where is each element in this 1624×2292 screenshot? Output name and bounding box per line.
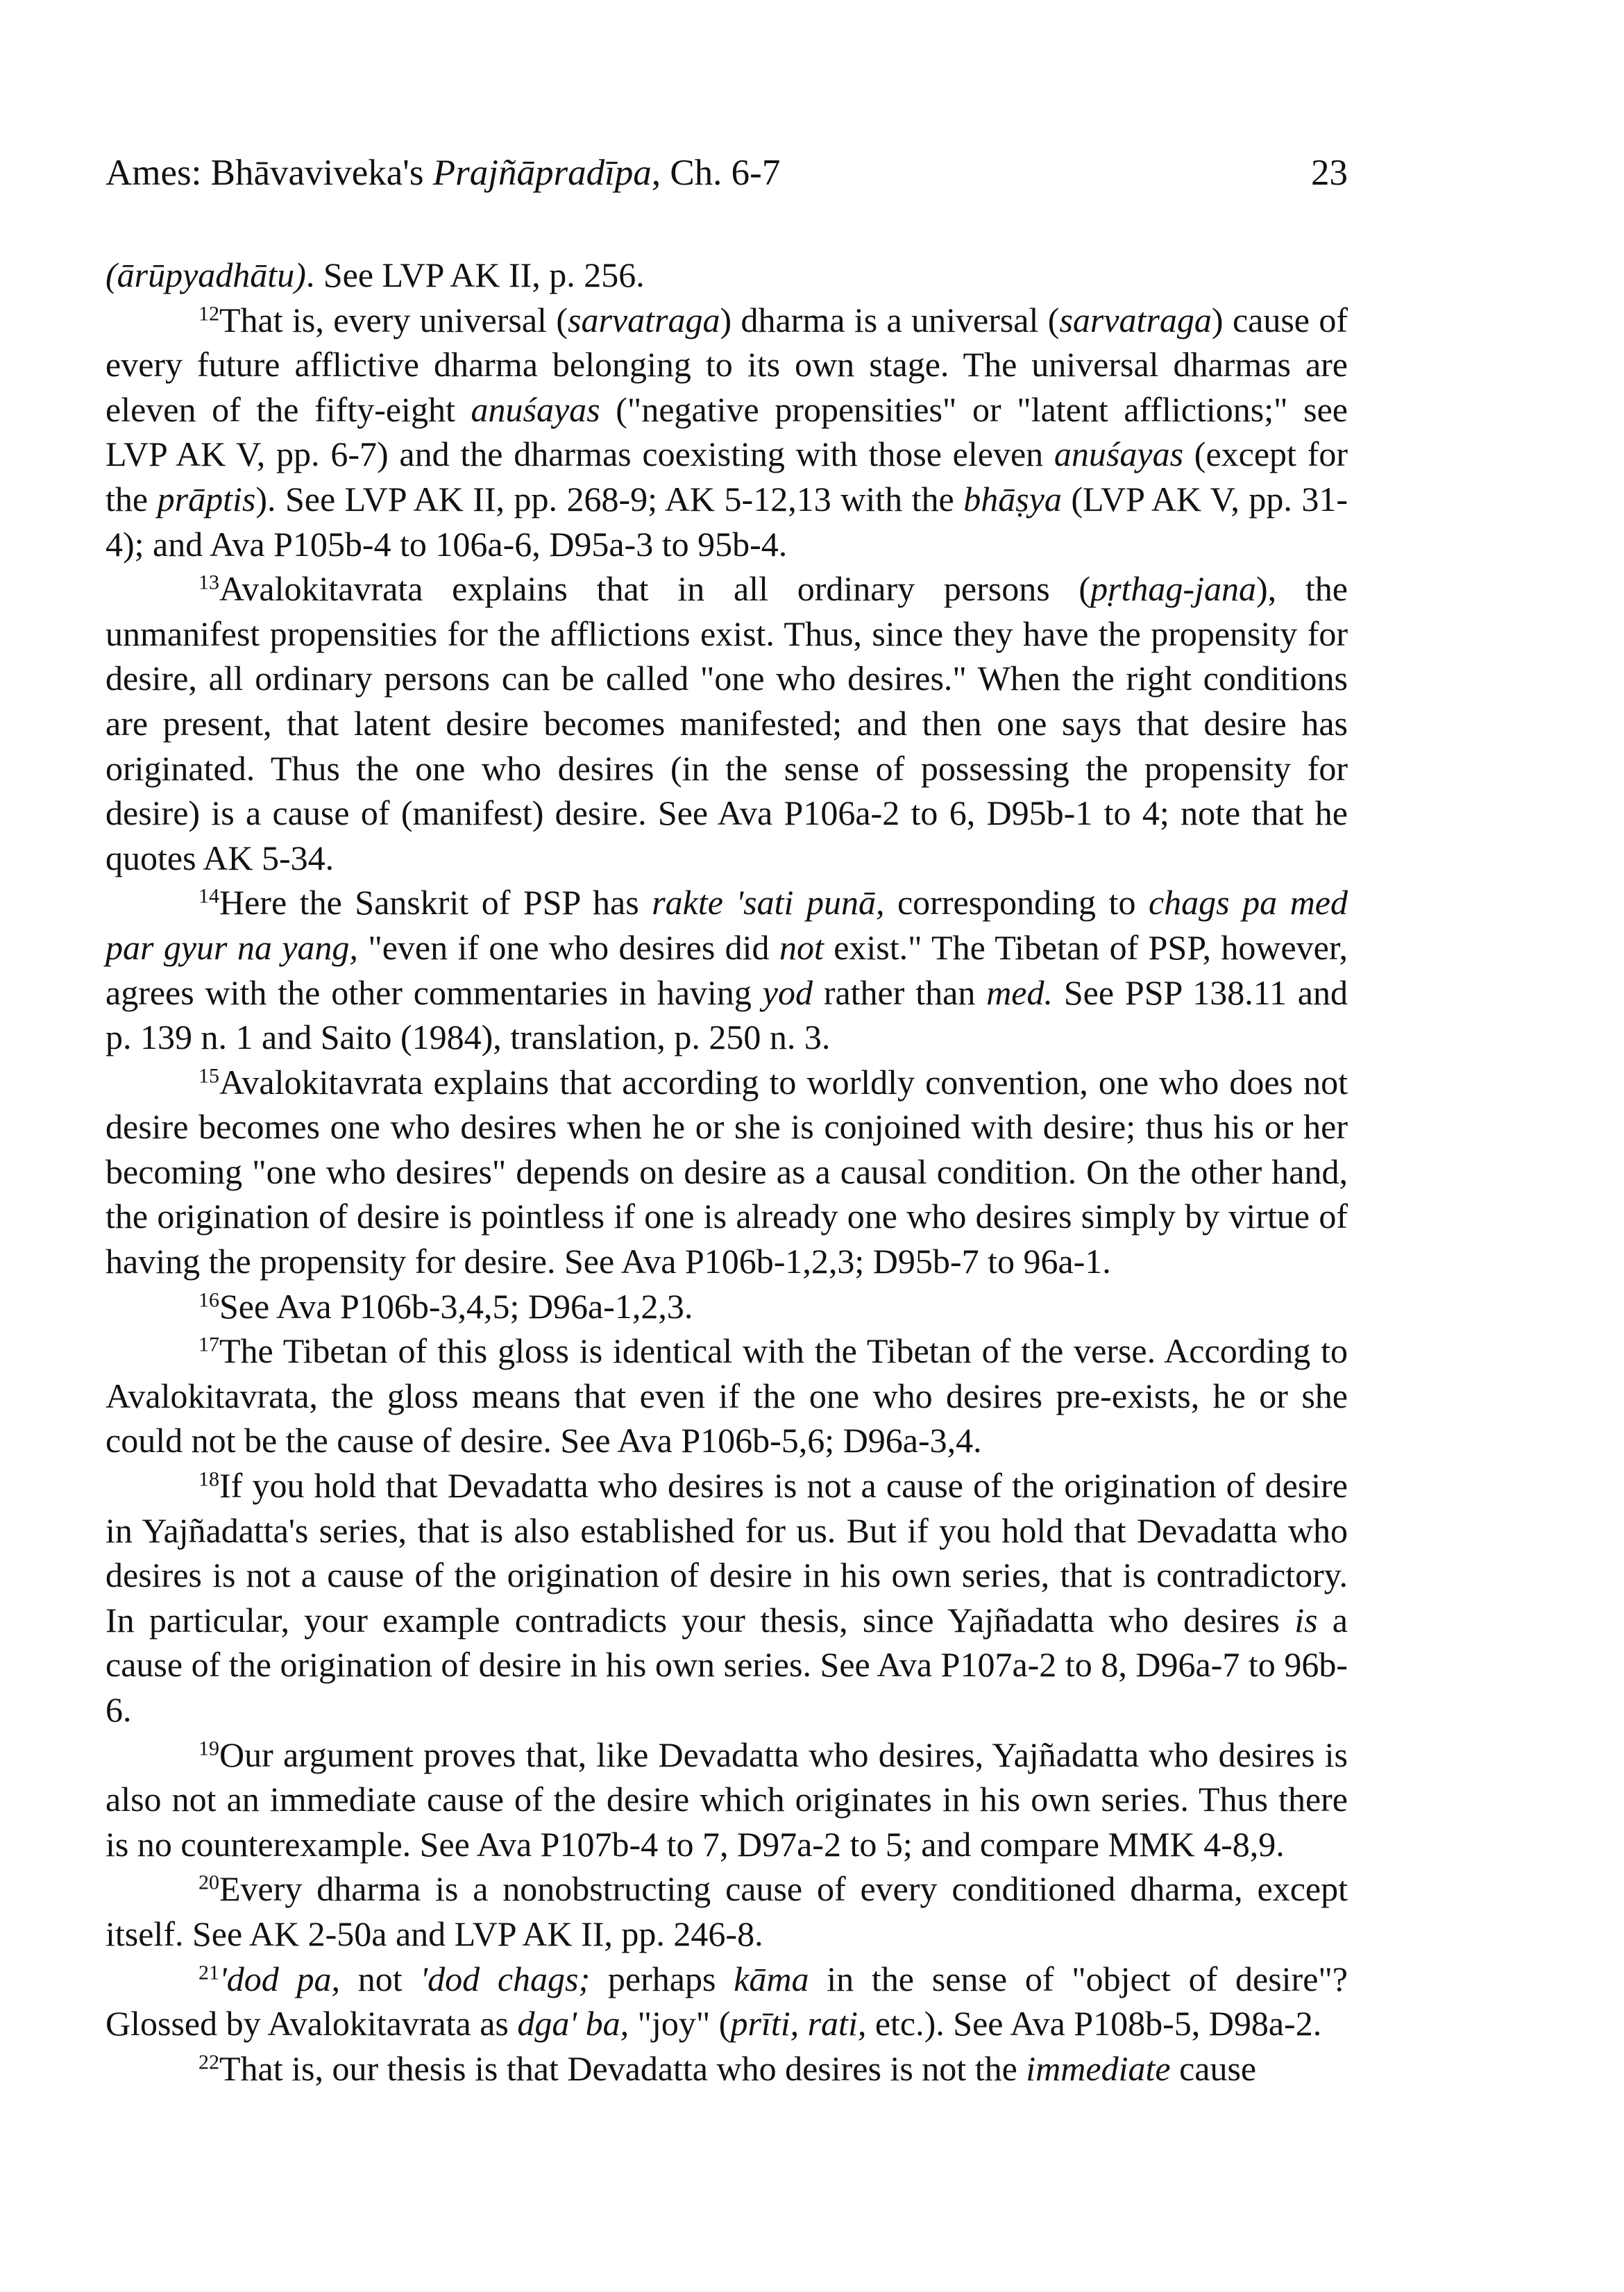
note-text: not [339,1959,421,1998]
footnote-continuation [105,253,1348,298]
running-head [105,149,1348,197]
footnote-number: 20 [198,1871,219,1894]
italic-term: prāptis [157,479,256,519]
italic-term: 'dod chags; [420,1959,591,1998]
italic-term: not [779,927,824,967]
footnote-number: 18 [198,1467,219,1491]
footnote-20 [105,1867,1348,1956]
italic-term: anuśayas [1054,435,1184,474]
note-text: ("negative propensities" or "latent afflictions;" see LVP AK V, pp. 6-7) and the dharmas coexisting with those eleven [105,389,1348,474]
note-text: (except for the [105,435,1348,519]
footnote-18 [105,1463,1348,1733]
footnote-22 [105,2046,1348,2091]
note-text: (LVP AK V, pp. 31-4); and Ava P105b-4 to 106a-6, D95a-3 to 95b-4. [105,479,1348,564]
footnote-number: 21 [198,1961,219,1985]
italic-term: bhāṣya [963,479,1062,519]
footnote-number: 15 [198,1064,219,1088]
note-text: Avalokitavrata explains that according to worldly convention, one who does not desire becomes one who desires when he or she is conjoined with desire; thus his or her becoming "one who desires" depends on desire as a causal condition. On the other hand, the origination of desire is pointless if one is already one who desires simply by virtue of having the propensity for desire. See Ava P106b-1,2,3; D95b-7 to 96a-1. [105,1062,1348,1281]
note-text: See Ava P106b-3,4,5; D96a-1,2,3. [219,1286,693,1326]
note-text: Our argument proves that, like Devadatta who desires, Yajñadatta who desires is also not an immediate cause of the desire which originates in his own series. Thus there is no counterexample. See Ava P107b-4 to 7, D97a-2 to 5; and compare MMK 4-8,9. [105,1735,1348,1864]
note-text: See PSP 138.11 and p. 139 n. 1 and Saito (1984), translation, p. 250 n. 3. [105,972,1348,1057]
italic-term: 'dod pa, [219,1959,340,1998]
note-text: Avalokitavrata explains that in all ordinary persons ( [219,569,1091,609]
running-head-title [105,149,780,197]
footnote-15 [105,1060,1348,1284]
footnote-13 [105,566,1348,880]
running-head-author: Ames: Bhāvaviveka's [105,153,433,193]
footnote-number: 19 [198,1737,219,1760]
italic-term: immediate [1026,2048,1171,2088]
note-text: That is, every universal ( [219,300,568,339]
note-text: ), the unmanifest propensities for the afflictions exist. Thus, since they have the propensity for desire, all ordinary persons can be called "one who desires." When the right conditions are present, that latent desire becomes manifested; and then one says that desire has originated. Thus the one who desires (in the sense of possessing the propensity for desire) is a cause of (manifest) desire. See Ava P106a-2 to 6, D95b-1 to 4; note that he quotes AK 5-34. [105,569,1348,877]
page-number: 23 [1311,153,1348,193]
italic-term: yod [762,972,813,1012]
note-text: corresponding to [884,883,1149,922]
footnote-17 [105,1329,1348,1463]
note-text: etc.). See Ava P108b-5, D98a-2. [866,2004,1322,2044]
note-text: ). See LVP AK II, pp. 268-9; AK 5-12,13 with the [255,479,964,519]
italic-term: dga' ba, [517,2004,629,2044]
footnote-number: 22 [198,2050,219,2074]
footnote-number: 14 [198,884,219,908]
note-text: in the sense of "object of desire"? Glossed by Avalokitavrata as [105,1959,1348,2044]
note-text: Every dharma is a nonobstructing cause of every conditioned dharma, except itself. See AK 2-50a and LVP AK II, pp. 246-8. [105,1869,1348,1953]
italic-term: anuśayas [471,389,600,429]
footnotes [105,253,1348,2091]
italic-term: kāma [734,1959,809,1998]
note-text: If you hold that Devadatta who desires is not a cause of the origination of desire in Yajñadatta's series, that is also established for us. But if you hold that Devadatta who desires is not a cause of the origination of desire in his own series, that is contradictory. In particular, your example contradicts your thesis, since Yajñadatta who desires [105,1466,1348,1640]
note-text: perhaps [590,1959,734,1998]
note-text: a cause of the origination of desire in his own series. See Ava P107a-2 to 8, D96a-7 to 96b-6. [105,1600,1348,1729]
note-text: exist." The Tibetan of PSP, however, agrees with the other commentaries in having [105,927,1348,1012]
footnote-14 [105,880,1348,1059]
note-text: Here the Sanskrit of PSP has [219,883,652,922]
footnote-16 [105,1284,1348,1329]
italic-term: chags pa med par gyur na yang, [105,883,1348,967]
note-text: rather than [812,972,987,1012]
italic-term: is [1294,1600,1318,1640]
footnote-21 [105,1957,1348,2046]
running-head-chapter: , Ch. 6-7 [651,153,781,193]
italic-term: rakte 'sati punā, [652,883,885,922]
italic-term: pṛthag-jana [1090,569,1256,609]
note-text: ) cause of every future afflictive dharma belonging to its own stage. The universal dharmas are eleven of the fifty-eight [105,300,1348,429]
footnote-number: 12 [198,302,219,326]
note-text: That is, our thesis is that Devadatta who desires is not the [219,2048,1026,2088]
note-text: The Tibetan of this gloss is identical with the Tibetan of the verse. According to Avalokitavrata, the gloss means that even if the one who desires pre-exists, he or she could not be the cause of desire. See Ava P106b-5,6; D96a-3,4. [105,1331,1348,1460]
italic-term: (ārūpyadhātu) [105,255,306,294]
note-text: "even if one who desires did [357,927,779,967]
footnote-number: 17 [198,1333,219,1356]
note-text: ) dharma is a universal ( [720,300,1060,339]
italic-term: sarvatraga [1059,300,1212,339]
footnote-number: 13 [198,571,219,594]
footnote-number: 16 [198,1288,219,1312]
footnote-12 [105,298,1348,567]
note-text: . See LVP AK II, p. 256. [305,255,645,294]
italic-term: prīti, rati, [730,2004,867,2044]
note-text: cause [1170,2048,1257,2088]
footnote-19 [105,1733,1348,1867]
note-text: "joy" ( [629,2004,731,2044]
running-head-work: Prajñāpradīpa [432,153,652,193]
italic-term: med. [986,972,1053,1012]
italic-term: sarvatraga [567,300,720,339]
